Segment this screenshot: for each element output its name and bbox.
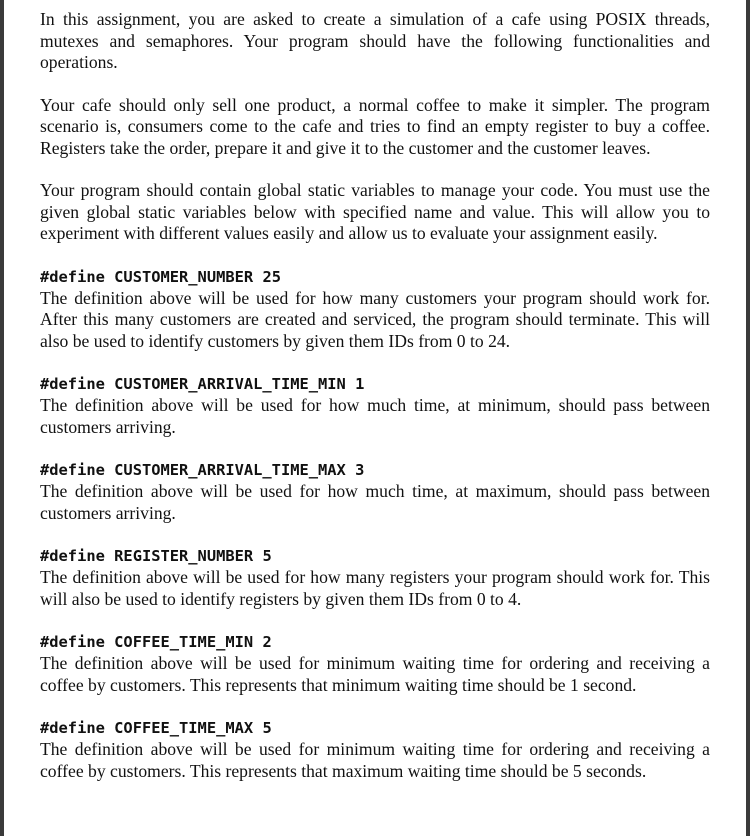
define-block-coffee-time-max xyxy=(40,717,710,782)
define-keyword: #define xyxy=(40,633,105,651)
define-value: 1 xyxy=(355,375,365,393)
define-name: COFFEE_TIME_MIN xyxy=(114,633,254,651)
define-description: The definition above will be used for how many registers your program should work for. This will also be used to identify registers by given them IDs from 0 to 4. xyxy=(40,567,710,609)
intro-paragraph: In this assignment, you are asked to create a simulation of a cafe using POSIX threads, mutexes and semaphores. Your program should have the following functionalities and operations. xyxy=(40,9,710,72)
define-line xyxy=(40,717,710,739)
define-block-coffee-time-min xyxy=(40,631,710,696)
define-description: The definition above will be used for how many customers your program should work for. After this many customers are created and serviced, the program should terminate. This will also be used to identify customers by given them IDs from 0 to 24. xyxy=(40,287,710,351)
define-description: The definition above will be used for minimum waiting time for ordering and receiving a coffee by customers. This represents that minimum waiting time should be 1 second. xyxy=(40,653,710,695)
variables-paragraph: Your program should contain global static variables to manage your code. You must use the given global static variables below with specified name and value. This will allow you to experiment with different values easily and allow us to evaluate your assignment easily. xyxy=(40,180,710,243)
define-keyword: #define xyxy=(40,547,105,565)
define-name: CUSTOMER_NUMBER xyxy=(114,267,254,286)
scenario-paragraph: Your cafe should only sell one product, a normal coffee to make it simpler. The program scenario is, consumers come to the cafe and tries to find an empty register to buy a coffee. Registers take the order, prepare it and give it to the customer and the customer leaves. xyxy=(40,94,710,158)
define-value: 5 xyxy=(262,719,272,737)
define-line xyxy=(40,631,710,653)
define-block-customer-arrival-time-min xyxy=(40,373,710,438)
define-name: REGISTER_NUMBER xyxy=(114,547,254,565)
define-keyword: #define xyxy=(40,267,105,286)
define-name: CUSTOMER_ARRIVAL_TIME_MIN xyxy=(114,375,346,393)
define-value: 2 xyxy=(262,633,272,651)
define-keyword: #define xyxy=(40,719,105,737)
define-line xyxy=(40,459,710,481)
define-block-customer-arrival-time-max xyxy=(40,459,710,524)
define-description: The definition above will be used for how much time, at maximum, should pass between customers arriving. xyxy=(40,481,710,523)
define-line xyxy=(40,266,710,288)
define-line xyxy=(40,373,710,395)
define-description: The definition above will be used for minimum waiting time for ordering and receiving a coffee by customers. This represents that maximum waiting time should be 5 seconds. xyxy=(40,739,710,781)
define-keyword: #define xyxy=(40,461,105,479)
define-name: COFFEE_TIME_MAX xyxy=(114,719,254,737)
define-value: 3 xyxy=(355,461,365,479)
define-description: The definition above will be used for how much time, at minimum, should pass between customers arriving. xyxy=(40,395,710,437)
define-line xyxy=(40,545,710,567)
define-value: 5 xyxy=(262,547,272,565)
define-name: CUSTOMER_ARRIVAL_TIME_MAX xyxy=(114,461,346,479)
define-block-customer-number xyxy=(40,266,710,353)
define-value: 25 xyxy=(262,267,281,286)
document-page xyxy=(4,0,746,836)
define-block-register-number xyxy=(40,545,710,610)
define-keyword: #define xyxy=(40,375,105,393)
